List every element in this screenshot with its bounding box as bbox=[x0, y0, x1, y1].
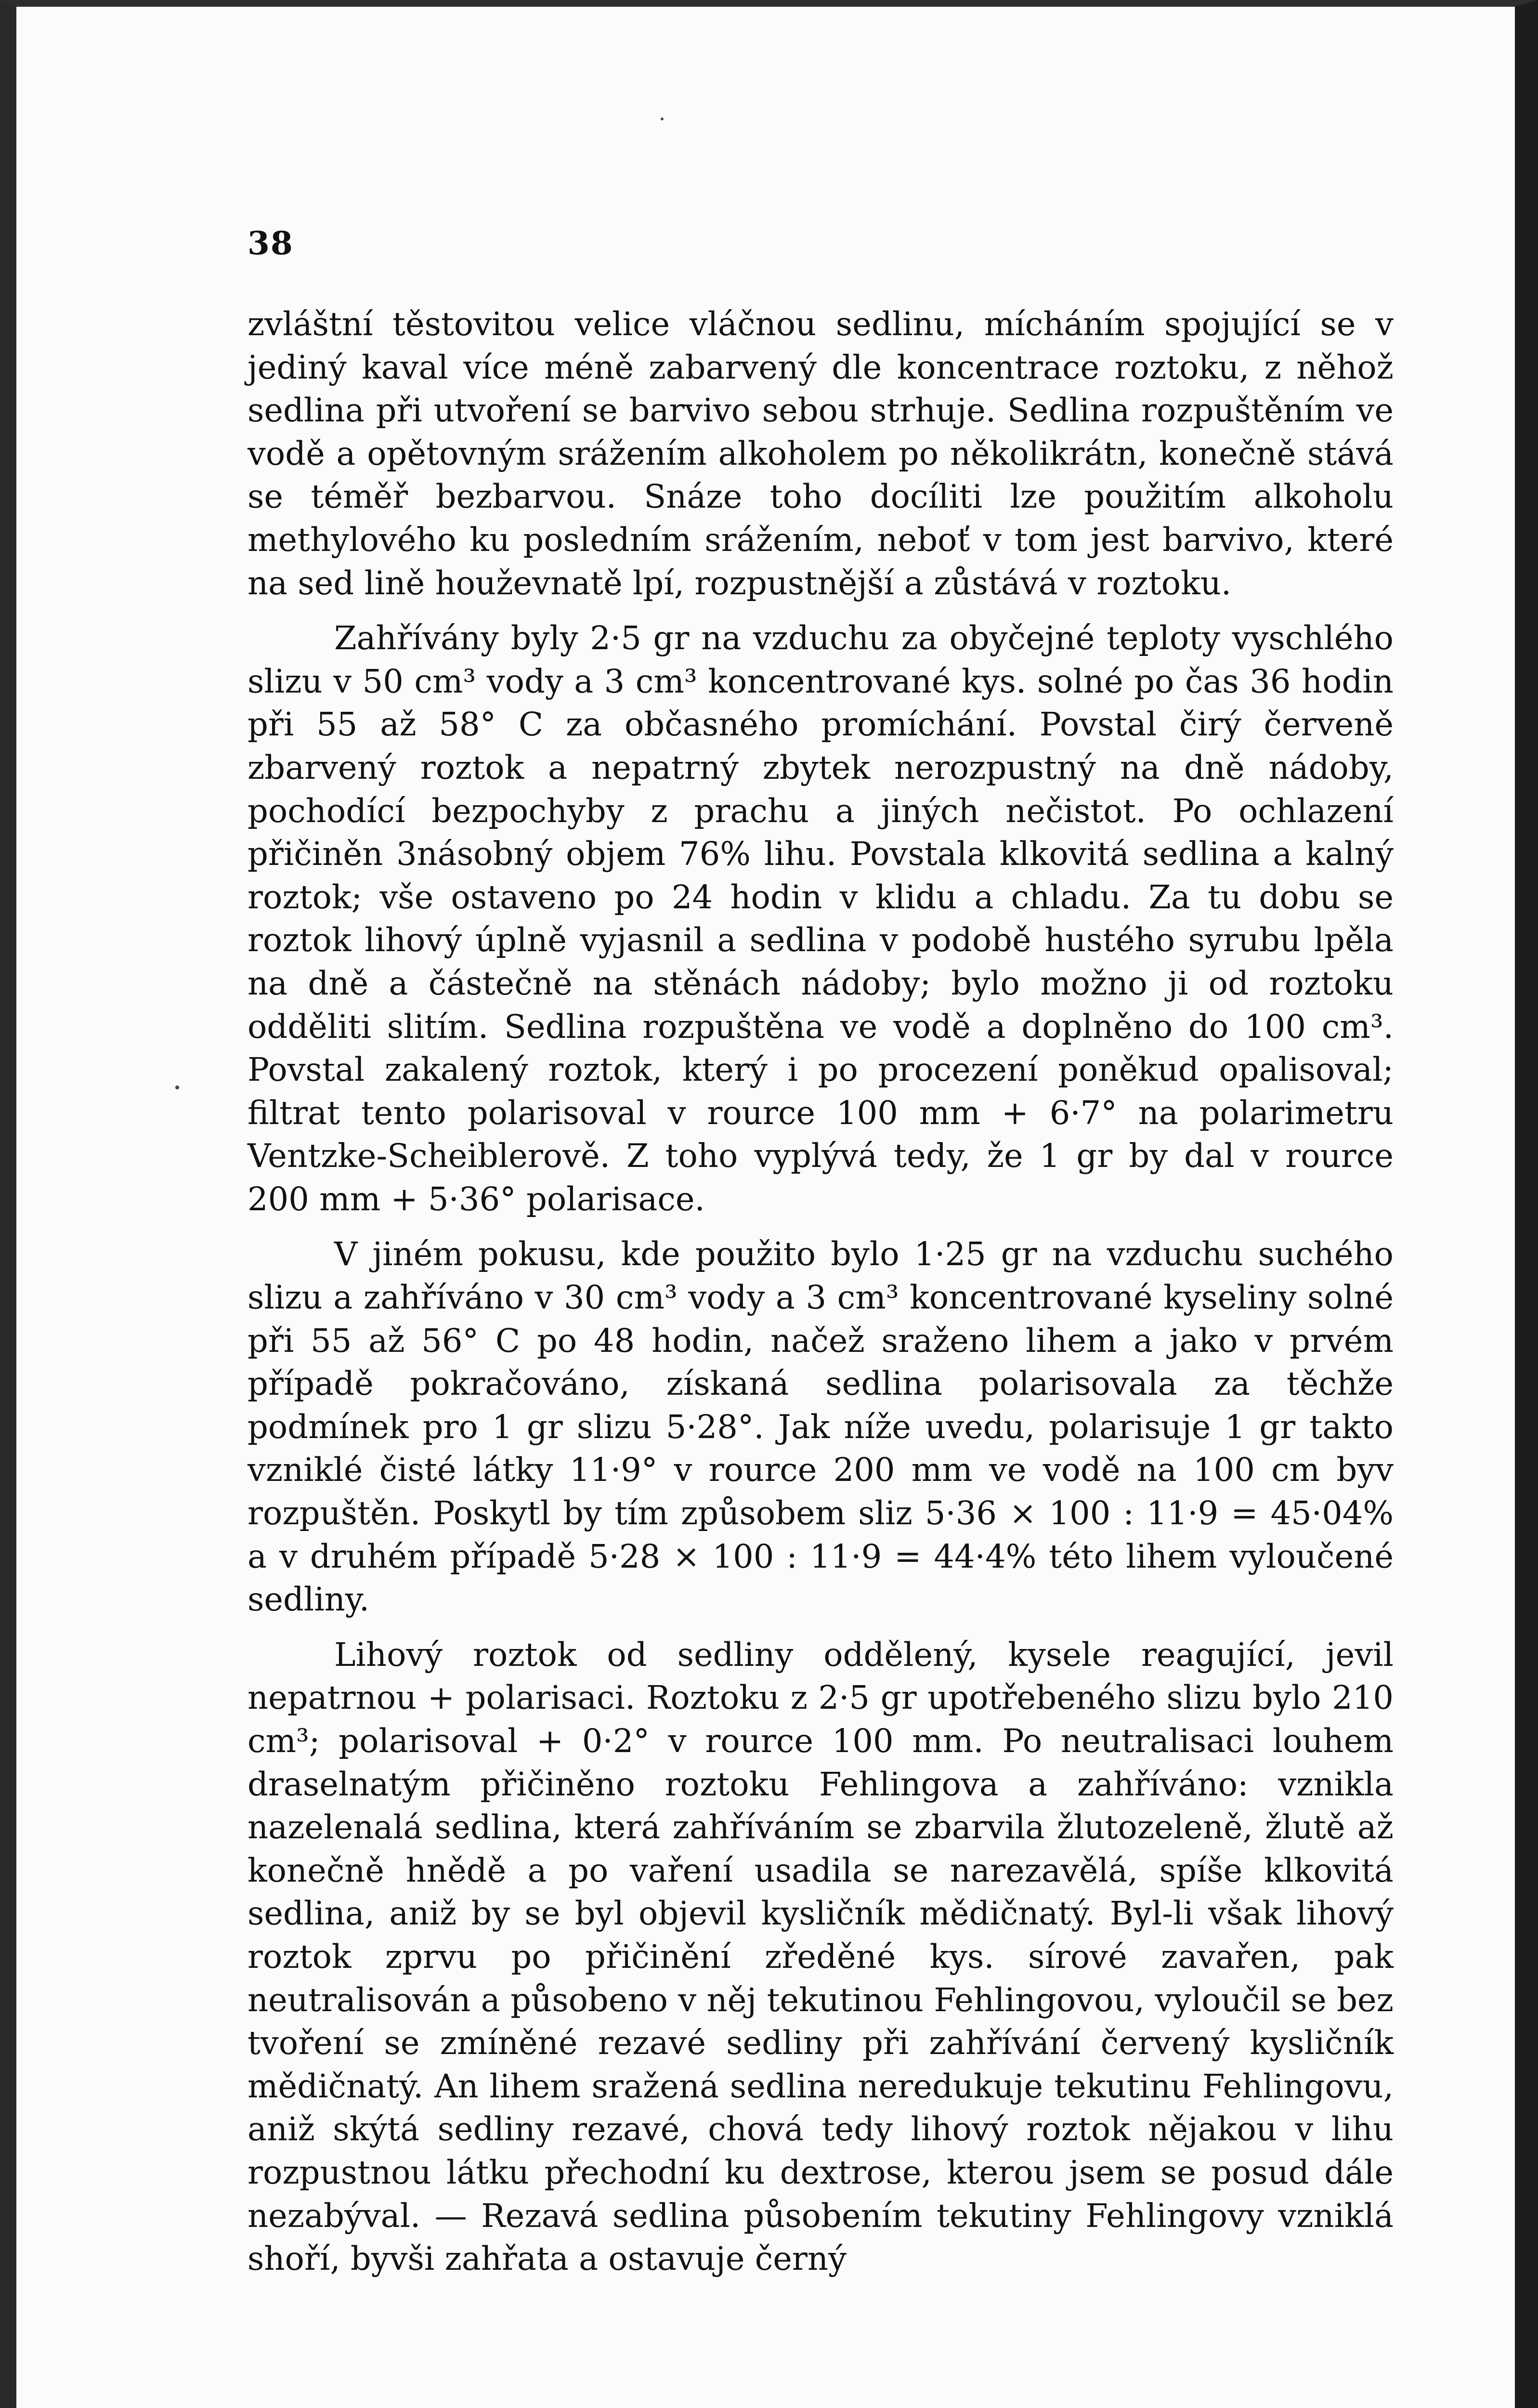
paragraph-experiment-1: Zahřívány byly 2·5 gr na vzduchu za obyčejné teploty vyschlého slizu v 50 cm³ vody a 3 cm³ koncentrované kys. solné po čas 36 hodin při 55 až 58° C za občasného promíchání. Povstal čirý červeně zbarvený roztok a nepatrný zbytek nerozpustný na dně nádoby, pochodící bezpochyby z prachu a jiných nečistot. Po ochlazení přičiněn 3násobný objem 76% lihu. Povstala klkovitá sedlina a kalný roztok; vše ostaveno po 24 hodin v klidu a chladu. Za tu dobu se roztok lihový úplně vyjasnil a sedlina v podobě hustého syrubu lpěla na dně a částečně na stěnách nádoby; bylo možno ji od roztoku odděliti slitím. Sedlina rozpuštěna ve vodě a doplněno do 100 cm³. Povstal zakalený roztok, který i po procezení poněkud opalisoval; filtrat tento polarisoval v rource 100 mm + 6·7° na polarimetru Ventzke-Scheiblerově. Z toho vyplývá tedy, že 1 gr by dal v rource 200 mm + 5·36° polarisace. bbox=[248, 619, 1394, 1218]
paragraph-continuation: zvláštní těstovitou velice vláčnou sedlinu, mícháním spojující se v jediný kaval více méně zabarvený dle koncentrace roztoku, z něhož sedlina při utvoření se barvivo sebou strhuje. Sedlina rozpuštěním ve vodě a opětovným srážením alkoholem po několikrátn, konečně stává se téměř bezbarvou. Snáze toho docíliti lze použitím alkoholu methylového ku posledním srážením, neboť v tom jest barvivo, které na sed lině houževnatě lpí, rozpustnější a zůstává v roztoku. bbox=[248, 305, 1394, 602]
paragraph-alcohol-solution: Lihový roztok od sedliny oddělený, kysele reagující, jevil nepatrnou + polarisaci. Roztoku z 2·5 gr upotřebeného slizu bylo 210 cm³; polarisoval + 0·2° v rource 100 mm. Po neutralisaci louhem draselnatým přičiněno roztoku Fehlingova a zahříváno: vznikla nazelenalá sedlina, která zahříváním se zbarvila žlutozeleně, žlutě až konečně hnědě a po vaření usadila se narezavělá, spíše klkovitá sedlina, aniž by se byl objevil kysličník mědičnatý. Byl-li však lihový roztok zprvu po přičinění zředěné kys. sírové zavařen, pak neutralisován a působeno v něj tekutinou Fehlingovou, vyloučil se bez tvoření se zmíněné rezavé sedliny při zahřívání červený kysličník mědičnatý. An lihem sražená sedlina neredukuje tekutinu Fehlingovu, aniž skýtá sedliny rezavé, chová tedy lihový roztok nějakou v lihu rozpustnou látku přechodní ku dextrose, kterou jsem se posud dále nezabýval. — Rezavá sedlina působením tekutiny Fehlingovy vzniklá shoří, byvši zahřata a ostavuje černý bbox=[248, 1636, 1394, 2278]
body-text bbox=[248, 303, 1394, 2281]
scan-speck bbox=[661, 118, 664, 120]
paragraph-experiment-2: V jiném pokusu, kde použito bylo 1·25 gr na vzduchu suchého slizu a zahříváno v 30 cm³ vody a 3 cm³ koncentrované kyseliny solné při 55 až 56° C po 48 hodin, načež sraženo lihem a jako v prvém případě pokračováno, získaná sedlina polarisovala za těchže podmínek pro 1 gr slizu 5·28°. Jak níže uvedu, polarisuje 1 gr takto vzniklé čisté látky 11·9° v rource 200 mm ve vodě na 100 cm byv rozpuštěn. Poskytl by tím způsobem sliz 5·36 × 100 : 11·9 = 45·04% a v druhém případě 5·28 × 100 : 11·9 = 44·4% této lihem vyloučené sedliny. bbox=[248, 1235, 1394, 1619]
scan-speck bbox=[175, 1086, 179, 1089]
page-number: 38 bbox=[248, 224, 294, 262]
